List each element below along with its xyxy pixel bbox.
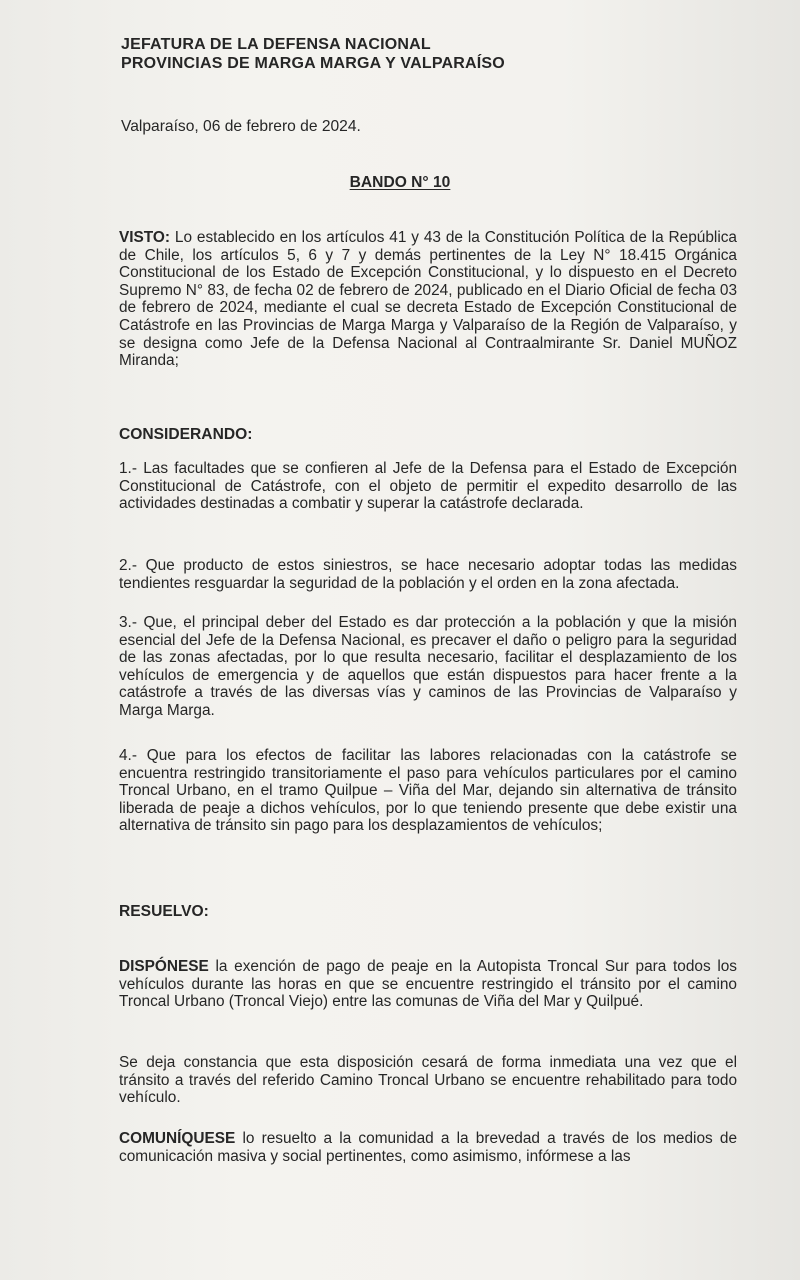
considerando-item-3: 3.- Que, el principal deber del Estado es dar protección a la población y que la misión esencial del Jefe de la Defensa Nacional, es precaver el daño o peligro para la seguridad de las zonas afectadas, por lo que resulta necesario, facilitar el desplazamiento de los vehículos de emergencia y de aquellos que están dispuestos para hacer frente a la catástrofe a través de las diversas vías y caminos de las Provincias de Valparaíso y Marga Marga. [119,614,737,719]
header-line-1: JEFATURA DE LA DEFENSA NACIONAL [121,36,431,53]
bando-title: BANDO N° 10 [349,174,451,191]
header-line-2: PROVINCIAS DE MARGA MARGA Y VALPARAÍSO [121,55,505,72]
disponese-text: la exención de pago de peaje en la Autopista Troncal Sur para todos los vehículos durante las horas en que se encuentre restringido el tránsito por el camino Troncal Urbano (Troncal Viejo) entre las comunas de Viña del Mar y Quilpué. [119,958,737,1011]
constancia-paragraph: Se deja constancia que esta disposición cesará de forma inmediata una vez que el tránsito a través del referido Camino Troncal Urbano se encuentre rehabilitado para todo vehículo. [119,1054,737,1107]
visto-text: Lo establecido en los artículos 41 y 43 de la Constitución Política de la República de Chile, los artículos 5, 6 y 7 y demás pertinentes de la Ley N° 18.415 Orgánica Constitucional de los Estado de Excepción Constitucional, y lo dispuesto en el Decreto Supremo N° 83, de fecha 02 de febrero de 2024, publicado en el Diario Oficial de fecha 03 de febrero de 2024, mediante el cual se decreta Estado de Excepción Constitucional de Catástrofe en las Provincias de Marga Marga y Valparaíso de la Región de Valparaíso, y se designa como Jefe de la Defensa Nacional al Contraalmirante Sr. Daniel MUÑOZ Miranda; [119,229,737,370]
disponese-label: DISPÓNESE [119,958,209,975]
disponese-paragraph [119,958,737,1011]
comuniquese-label: COMUNÍQUESE [119,1130,236,1147]
considerando-heading: CONSIDERANDO: [119,426,253,443]
comuniquese-paragraph [119,1130,737,1165]
considerando-item-4: 4.- Que para los efectos de facilitar las labores relacionadas con la catástrofe se encuentra restringido transitoriamente el paso para vehículos particulares por el camino Troncal Urbano, en el tramo Quilpue – Viña del Mar, dejando sin alternativa de tránsito liberada de peaje a dichos vehículos, por lo que teniendo presente que debe existir una alternativa de tránsito sin pago para los desplazamientos de vehículos; [119,747,737,835]
resuelvo-heading: RESUELVO: [119,903,209,920]
visto-paragraph [119,229,737,370]
document-header [121,35,505,73]
comuniquese-text: lo resuelto a la comunidad a la brevedad a través de los medios de comunicación masiva y social pertinentes, como asimismo, infórmese a las [119,1130,737,1165]
document-date: Valparaíso, 06 de febrero de 2024. [121,118,361,135]
visto-label: VISTO: [119,229,171,246]
considerando-item-1: 1.- Las facultades que se confieren al Jefe de la Defensa para el Estado de Excepción Constitucional de Catástrofe, con el objeto de permitir el expedito desarrollo de las actividades destinadas a combatir y superar la catástrofe declarada. [119,460,737,513]
considerando-item-2: 2.- Que producto de estos siniestros, se hace necesario adoptar todas las medidas tendientes resguardar la seguridad de la población y el orden en la zona afectada. [119,557,737,592]
